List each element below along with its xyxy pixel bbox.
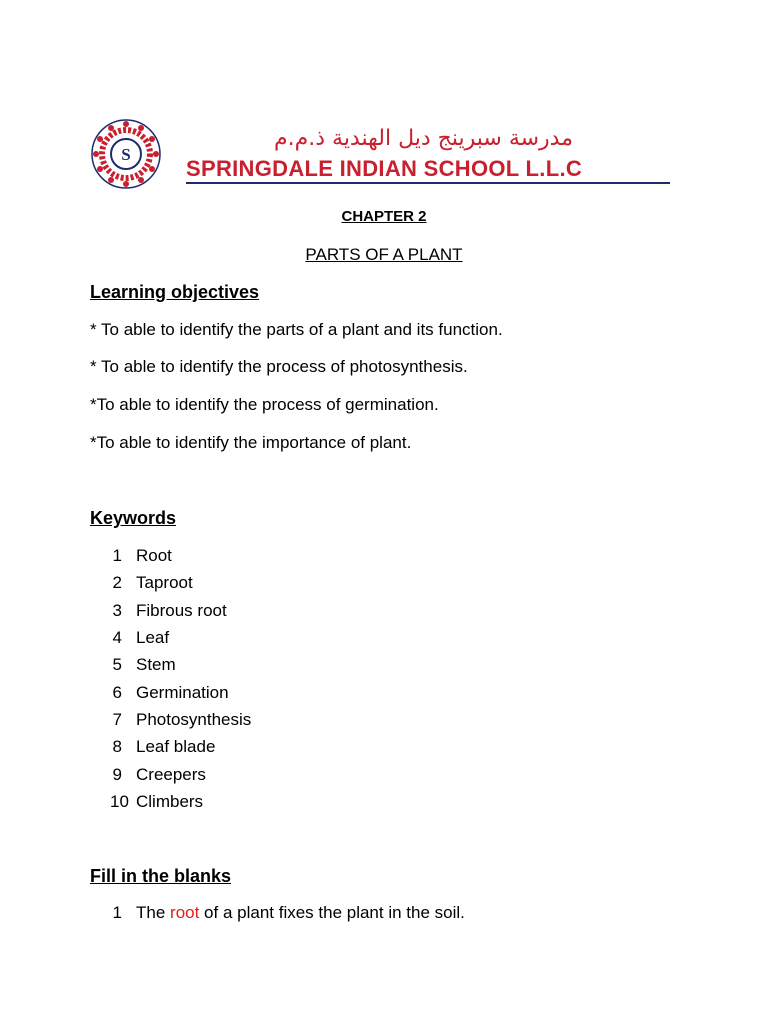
keyword-label: Stem (136, 655, 176, 674)
blank-text-before: The (136, 903, 171, 922)
keyword-number: 10 (110, 792, 129, 811)
chapter-label: CHAPTER 2 (341, 208, 427, 225)
objective-item: * To able to identify the parts of a plant and its function. (90, 320, 503, 339)
keyword-number: 8 (112, 737, 122, 756)
keyword-label: Photosynthesis (136, 710, 252, 729)
keyword-label: Root (136, 546, 172, 565)
school-name-arabic: مدرسة سبرينج ديل الهندية ذ.م.م (274, 126, 573, 151)
keyword-item (110, 708, 251, 732)
keyword-label: Climbers (136, 792, 204, 811)
keyword-label: Leaf (136, 628, 170, 647)
keyword-label: Germination (136, 683, 229, 702)
keyword-number: 2 (112, 573, 122, 592)
header-divider (186, 182, 670, 184)
blank-number: 1 (112, 903, 122, 922)
fill-in-blanks-heading: Fill in the blanks (90, 866, 232, 886)
blank-text-after: of a plant fixes the plant in the soil. (199, 903, 465, 922)
keyword-label: Leaf blade (136, 737, 216, 756)
keyword-item (110, 735, 215, 759)
keyword-label: Fibrous root (136, 601, 227, 620)
objective-item: * To able to identify the process of photosynthesis. (90, 357, 468, 376)
objective-item: *To able to identify the process of germination. (90, 395, 439, 414)
keyword-number: 7 (112, 710, 122, 729)
keyword-item (110, 681, 229, 705)
keyword-number: 3 (112, 601, 122, 620)
fill-in-blank-item (110, 903, 465, 923)
keyword-item (110, 544, 172, 568)
school-header (90, 118, 582, 190)
keyword-item (110, 626, 169, 650)
school-emblem-icon (90, 118, 162, 190)
keyword-number: 5 (112, 655, 122, 674)
school-name: SPRINGDALE INDIAN SCHOOL L.L.C (186, 156, 583, 181)
objective-item: *To able to identify the importance of plant. (90, 433, 412, 452)
keyword-number: 1 (112, 546, 122, 565)
page-title: PARTS OF A PLANT (305, 245, 463, 264)
keyword-item (110, 790, 203, 814)
blank-answer: root (170, 903, 200, 922)
keyword-label: Creepers (136, 765, 206, 784)
keywords-heading: Keywords (90, 508, 177, 528)
keyword-item (110, 599, 227, 623)
keyword-number: 4 (112, 628, 122, 647)
keyword-item (110, 653, 176, 677)
keyword-label: Taproot (136, 573, 193, 592)
keyword-number: 6 (112, 683, 122, 702)
keyword-item (110, 763, 206, 787)
keyword-item (110, 571, 193, 595)
keyword-number: 9 (112, 765, 122, 784)
learning-objectives-heading: Learning objectives (90, 282, 260, 302)
svg-text:S: S (121, 145, 131, 164)
